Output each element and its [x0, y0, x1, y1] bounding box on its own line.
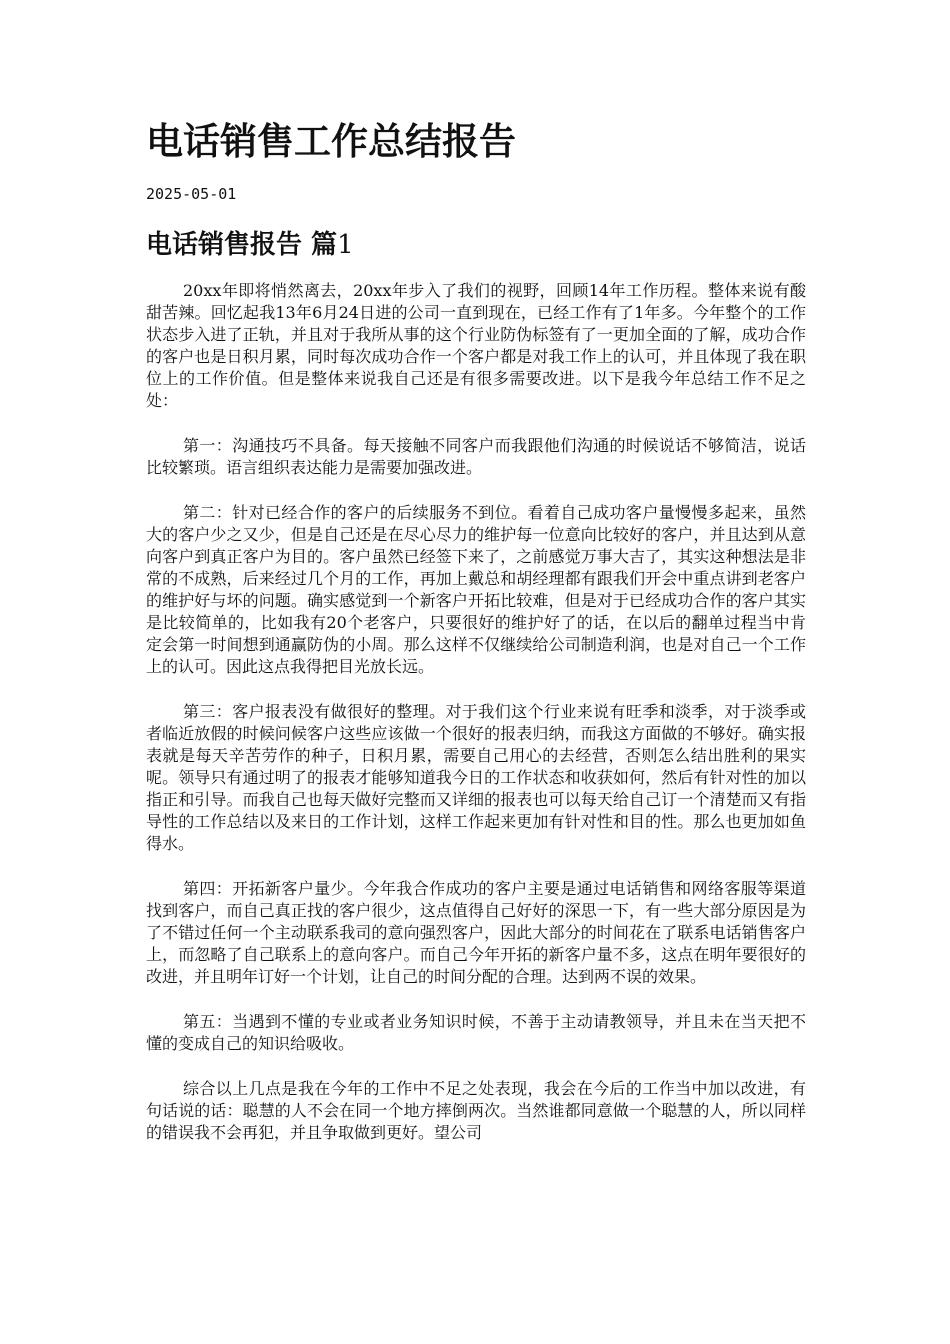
document-title: 电话销售工作总结报告 — [146, 119, 516, 163]
paragraph: 20xx年即将悄然离去，20xx年步入了我们的视野，回顾14年工作历程。整体来说有酸甜苦辣。回忆起我13年6月24日进的公司一直到现在，已经工作有了1年多。今年整个的工作状态步入进了正轨，并且对于我所从事的这个行业防伪标签有了一更加全面的了解，成功合作的客户也是日积月累，同时每次成功合作一个客户都是对我工作上的认可，并且体现了我在职位上的工作价值。但是整体来说我自己还是有很多需要改进。以下是我今年总结工作不足之处： — [146, 281, 806, 410]
section-heading — [146, 227, 354, 263]
paragraph: 第二：针对已经合作的客户的后续服务不到位。看着自己成功客户量慢慢多起来，虽然大的客户少之又少，但是自己还是在尽心尽力的维护每一位意向比较好的客户，并且达到从意向客户到真正客户为目的。客户虽然已经签下来了，之前感觉万事大吉了，其实这种想法是非常的不成熟，后来经过几个月的工作，再加上戴总和胡经理都有跟我们开会中重点讲到老客户的维护好与坏的问题。确实感觉到一个新客户开拓比较难，但是对于已经成功合作的客户其实是比较简单的，比如我有20个老客户，只要很好的维护好了的话，在以后的翻单过程当中肯定会第一时间想到通赢防伪的小周。那么这样不仅继续给公司制造利润，也是对自己一个工作上的认可。因此这点我得把目光放长远。 — [146, 503, 806, 676]
paragraph: 第一：沟通技巧不具备。每天接触不同客户而我跟他们沟通的时候说话不够简洁，说话比较繁琐。语言组织表达能力是需要加强改进。 — [146, 436, 806, 477]
section-heading-number: 1 — [337, 230, 354, 260]
paragraph: 第四：开拓新客户量少。今年我合作成功的客户主要是通过电话销售和网络客服等渠道找到客户，而自己真正找的客户很少，这点值得自己好好的深思一下，有一些大部分原因是为了不错过任何一个主动联系我司的意向强烈客户，因此大部分的时间花在了联系电话销售客户上，而忽略了自己联系上的意向客户。而自己今年开拓的新客户量不多，这点在明年要很好的改进，并且明年订好一个计划，让自己的时间分配的合理。达到两不误的效果。 — [146, 879, 806, 986]
paragraph: 第三：客户报表没有做很好的整理。对于我们这个行业来说有旺季和淡季，对于淡季或者临近放假的时候问候客户这些应该做一个很好的报表归纳，而我这方面做的不够好。确实报表就是每天辛苦劳作的种子，日积月累，需要自己用心的去经营，否则怎么结出胜利的果实呢。领导只有通过明了的报表才能够知道我今日的工作状态和收获如何，然后有针对性的加以指正和引导。而我自己也每天做好完整而又详细的报表也可以每天给自己订一个清楚而又有指导性的工作总结以及来日的工作计划，这样工作起来更加有针对性和目的性。那么也更加如鱼得水。 — [146, 702, 806, 853]
document-body — [146, 280, 806, 1167]
paragraph: 综合以上几点是我在今年的工作中不足之处表现，我会在今后的工作当中加以改进，有句话说的话：聪慧的人不会在同一个地方摔倒两次。当然谁都同意做一个聪慧的人，所以同样的错误我不会再犯，并且争取做到更好。望公司 — [146, 1079, 806, 1142]
paragraph: 第五：当遇到不懂的专业或者业务知识时候，不善于主动请教领导，并且未在当天把不懂的变成自己的知识给吸收。 — [146, 1012, 806, 1053]
section-heading-text: 电话销售报告 篇 — [146, 230, 338, 260]
document-date: 2025-05-01 — [146, 185, 237, 203]
